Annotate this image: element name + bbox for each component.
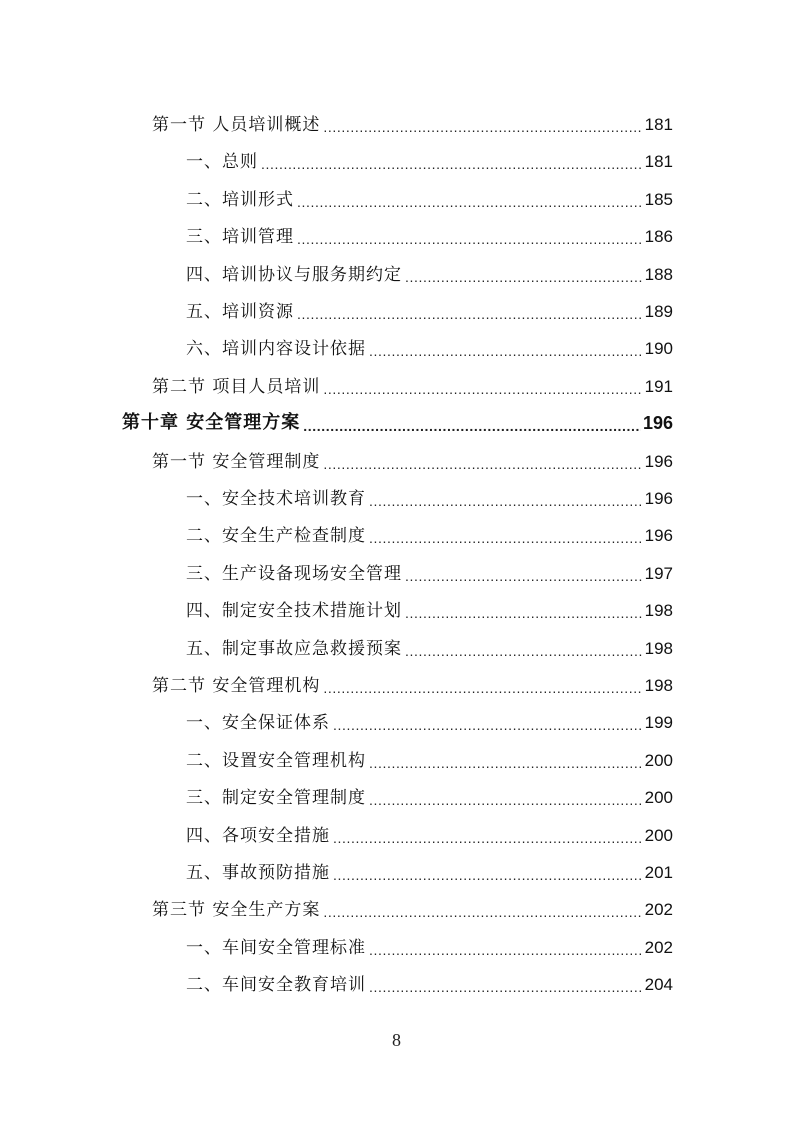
toc-entry-page: 196 <box>642 413 673 434</box>
toc-entry-page: 196 <box>644 526 673 546</box>
toc-dot-leader <box>369 528 643 548</box>
toc-entry-page: 196 <box>644 489 673 508</box>
toc-entry-page: 186 <box>644 227 673 247</box>
toc-dot-leader <box>323 117 642 137</box>
toc-dot-leader <box>405 641 643 661</box>
toc-entry[interactable] <box>186 549 673 586</box>
toc-entry-page: 202 <box>644 900 673 920</box>
toc-entry[interactable] <box>186 848 673 885</box>
toc-entry[interactable] <box>186 324 673 361</box>
toc-dot-leader <box>405 267 643 287</box>
toc-dot-leader <box>405 566 643 586</box>
toc-entry[interactable] <box>186 586 673 623</box>
toc-entry-title: 二、设置安全管理机构 <box>186 750 366 771</box>
toc-dot-leader <box>369 977 643 997</box>
toc-entry-title: 一、安全技术培训教育 <box>186 489 366 509</box>
toc-entry-title: 五、培训资源 <box>186 302 294 322</box>
toc-entry-title: 一、总则 <box>186 152 258 173</box>
toc-entry-title: 第三节 安全生产方案 <box>152 900 321 921</box>
toc-dot-leader <box>297 304 643 324</box>
toc-dot-leader <box>405 603 643 623</box>
toc-dot-leader <box>261 154 643 174</box>
toc-entry-page: 200 <box>644 750 673 770</box>
toc-entry[interactable] <box>152 661 673 698</box>
toc-entry[interactable] <box>186 923 673 960</box>
toc-entry-title: 一、安全保证体系 <box>186 713 330 734</box>
toc-entry[interactable] <box>152 100 673 137</box>
toc-entry-page: 197 <box>644 563 673 583</box>
toc-dot-leader <box>323 902 642 922</box>
toc-entry-page: 198 <box>644 638 673 658</box>
toc-entry-title: 第一节 安全管理制度 <box>152 451 321 472</box>
toc-entry-title: 第二节 项目人员培训 <box>152 376 321 397</box>
toc-entry-page: 201 <box>644 863 673 882</box>
toc-entry-title: 三、培训管理 <box>186 227 294 248</box>
toc-dot-leader <box>369 341 643 361</box>
toc-entry[interactable] <box>186 698 673 735</box>
toc-dot-leader <box>303 416 641 436</box>
toc-entry-title: 一、车间安全管理标准 <box>186 937 366 958</box>
toc-dot-leader <box>369 753 643 773</box>
toc-entry[interactable] <box>186 250 673 287</box>
toc-entry-title: 五、制定事故应急救援预案 <box>186 638 402 659</box>
toc-dot-leader <box>333 828 643 848</box>
toc-entry[interactable] <box>186 624 673 661</box>
toc-entry-title: 二、培训形式 <box>186 189 294 210</box>
toc-entry-page: 204 <box>644 975 673 995</box>
toc-entry-page: 191 <box>644 376 673 396</box>
toc-entry[interactable] <box>186 773 673 810</box>
toc-entry-page: 190 <box>644 339 673 359</box>
toc-entry-title: 二、安全生产检查制度 <box>186 526 366 547</box>
toc-entry[interactable] <box>186 960 673 997</box>
toc-dot-leader <box>333 715 643 735</box>
toc-entry-title: 三、生产设备现场安全管理 <box>186 563 402 584</box>
toc-dot-leader <box>323 454 642 474</box>
toc-entry-page: 198 <box>644 601 673 621</box>
toc-entry-title: 第一节 人员培训概述 <box>152 115 321 135</box>
toc-entry-page: 189 <box>644 302 673 321</box>
toc-entry-page: 196 <box>644 451 673 471</box>
toc-entry[interactable] <box>186 811 673 848</box>
toc-entry[interactable] <box>186 511 673 548</box>
toc-entry[interactable] <box>186 175 673 212</box>
toc-entry-page: 181 <box>644 115 673 134</box>
toc-entry-page: 199 <box>644 713 673 733</box>
toc-dot-leader <box>297 192 643 212</box>
toc-entry-page: 200 <box>644 825 673 845</box>
toc-entry-page: 181 <box>644 152 673 172</box>
toc-entry-page: 188 <box>644 264 673 284</box>
toc-entry-title: 四、制定安全技术措施计划 <box>186 601 402 622</box>
toc-entry[interactable] <box>152 362 673 399</box>
toc-entry-title: 第二节 安全管理机构 <box>152 676 321 696</box>
toc-entry[interactable] <box>152 885 673 922</box>
toc-entry[interactable] <box>186 137 673 174</box>
toc-dot-leader <box>323 678 642 698</box>
toc-entry-title: 四、各项安全措施 <box>186 825 330 846</box>
toc-entry-page: 202 <box>644 937 673 957</box>
toc-entry-title: 五、事故预防措施 <box>186 863 330 883</box>
toc-entry-title: 六、培训内容设计依据 <box>186 339 366 360</box>
toc-dot-leader <box>323 379 642 399</box>
toc-entry-title: 二、车间安全教育培训 <box>186 975 366 996</box>
toc-entry[interactable] <box>186 474 673 511</box>
toc-entry[interactable] <box>186 212 673 249</box>
toc-dot-leader <box>369 491 643 511</box>
toc-dot-leader <box>333 865 643 885</box>
toc-entry[interactable] <box>122 399 673 436</box>
toc-dot-leader <box>369 790 643 810</box>
toc-entry[interactable] <box>186 736 673 773</box>
toc-entry-title: 四、培训协议与服务期约定 <box>186 264 402 285</box>
toc-dot-leader <box>297 229 643 249</box>
toc-entry[interactable] <box>186 287 673 324</box>
toc-entry-page: 198 <box>644 676 673 695</box>
page-number: 8 <box>392 1030 401 1050</box>
toc-dot-leader <box>369 940 643 960</box>
toc-entry-page: 200 <box>644 788 673 808</box>
toc-entry-title: 三、制定安全管理制度 <box>186 788 366 809</box>
toc-entry[interactable] <box>152 437 673 474</box>
toc-entry-title: 第十章 安全管理方案 <box>122 412 301 434</box>
toc-entry-page: 185 <box>644 189 673 209</box>
